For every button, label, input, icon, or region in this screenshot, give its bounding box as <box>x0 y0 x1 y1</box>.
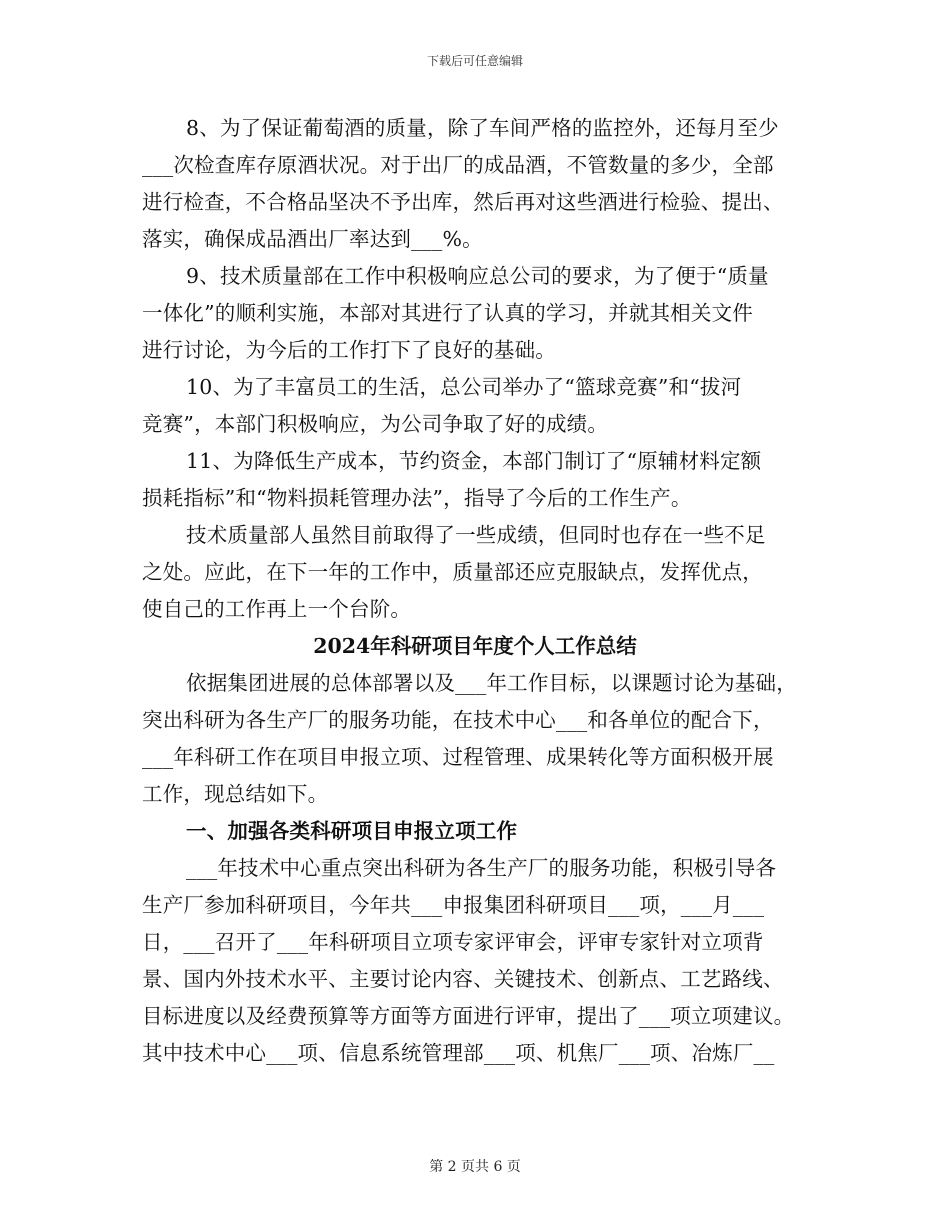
section-title: 2024年科研项目年度个人工作总结 <box>313 634 637 658</box>
paragraph-line: 9、技术质量部在工作中积极响应总公司的要求，为了便于“质量 <box>186 264 769 288</box>
paragraph-line: 之处。应此，在下一年的工作中，质量部还应克服缺点，发挥优点， <box>142 560 763 584</box>
paragraph-line: 依据集团进展的总体部署以及___年工作目标，以课题讨论为基础， <box>186 671 797 695</box>
paragraph-line: 突出科研为各生产厂的服务功能，在技术中心___和各单位的配合下， <box>142 708 774 732</box>
page-header: 下载后可任意编辑 <box>426 54 523 68</box>
paragraph-line: 生产厂参加科研项目，今年共___申报集团科研项目___项，___月___ <box>142 893 765 917</box>
paragraph-line: 工作，现总结如下。 <box>142 782 329 806</box>
paragraph-line: 8、为了保证葡萄酒的质量，除了车间严格的监控外，还每月至少 <box>186 116 779 140</box>
paragraph-line: 景、国内外技术水平、主要讨论内容、关键技术、创新点、工艺路线、 <box>142 967 784 991</box>
paragraph-line: 目标进度以及经费预算等方面等方面进行评审，提出了___项立项建议。 <box>142 1004 795 1028</box>
document-body <box>142 110 808 1072</box>
paragraph-line: ___年技术中心重点突出科研为各生产厂的服务功能，积极引导各 <box>186 856 777 880</box>
paragraph-line: 进行讨论，为今后的工作打下了良好的基础。 <box>142 338 556 362</box>
paragraph-line: 11、为降低生产成本，节约资金，本部门制订了“原辅材料定额 <box>186 449 762 473</box>
paragraph-line: 一体化”的顺利实施，本部对其进行了认真的学习，并就其相关文件 <box>142 301 753 325</box>
page-footer: 第 2 页共 6 页 <box>429 1159 521 1175</box>
paragraph-line: 10、为了丰富员工的生活，总公司举办了“篮球竞赛”和“拔河 <box>186 375 742 399</box>
paragraph-line: 其中技术中心___项、信息系统管理部___项、机焦厂___项、冶炼厂__ <box>142 1041 775 1065</box>
paragraph-line: 落实，确保成品酒出厂率达到___%。 <box>142 227 483 251</box>
section-heading: 一、加强各类科研项目申报立项工作 <box>186 819 518 843</box>
paragraph-line: ___次检查库存原酒状况。对于出厂的成品酒，不管数量的多少，全部 <box>142 153 774 177</box>
paragraph-line: 日，___召开了___年科研项目立项专家评审会，评审专家针对立项背 <box>142 930 764 954</box>
paragraph-line: ___年科研工作在项目申报立项、过程管理、成果转化等方面积极开展 <box>142 745 774 769</box>
paragraph-line: 竞赛”，本部门积极响应，为公司争取了好的成绩。 <box>142 412 609 436</box>
paragraph-line: 使自己的工作再上一个台阶。 <box>142 597 412 621</box>
paragraph-line: 进行检查，不合格品坚决不予出库，然后再对这些酒进行检验、提出、 <box>142 190 784 214</box>
paragraph-line: 损耗指标”和“物料损耗管理办法”，指导了今后的工作生产。 <box>142 486 692 510</box>
paragraph-line: 技术质量部人虽然目前取得了一些成绩，但同时也存在一些不足 <box>186 523 766 547</box>
